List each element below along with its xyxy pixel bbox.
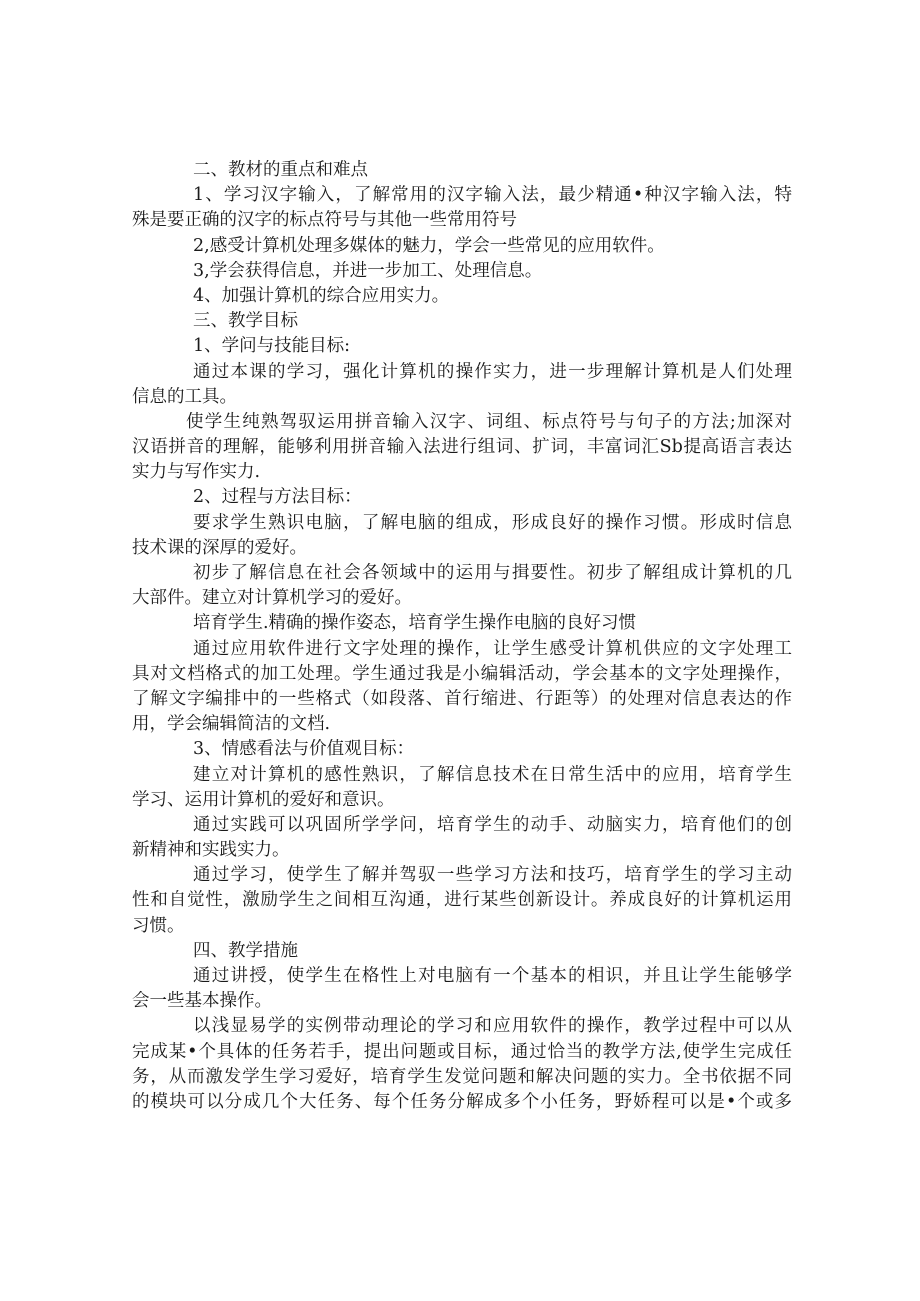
section-heading-teaching-measures: 四、教学措施 — [193, 940, 298, 961]
paragraph-line: 实力与写作实力. — [132, 462, 261, 483]
section-heading-teaching-goals: 三、教学目标 — [193, 311, 298, 332]
paragraph-line: 学习、运用计算机的爱好和意识。 — [132, 789, 395, 810]
paragraph-line: 习惯。 — [132, 915, 185, 936]
paragraph-line: 大部件。建立对计算机学习的爱好。 — [132, 588, 412, 609]
paragraph-line: 要求学生熟识电脑，了解电脑的组成，形成良好的操作习惯。形成时信息 — [193, 512, 792, 533]
paragraph-line: 完成某•个具体的任务若手，提出问题或目标，通过恰当的教学方法,使学生完成任 — [132, 1041, 792, 1062]
paragraph-line: 初步了解信息在社会各领域中的运用与揖要性。初步了解组成计算机的几 — [193, 563, 792, 583]
paragraph-line: 会一些基本操作。 — [132, 991, 272, 1012]
subheading-knowledge-skills: 1、学问与技能目标: — [193, 336, 351, 357]
paragraph-line: 通过学习，使学生了解并驾驭一些学习方法和技巧，培育学生的学习主动 — [193, 865, 792, 886]
paragraph-line: 技术课的深厚的爱好。 — [132, 537, 307, 558]
paragraph-line: 的模块可以分成几个大任务、每个任务分解成多个小任务，野娇程可以是•个或多 — [132, 1091, 792, 1112]
paragraph-line: 用，学会编辑简洁的文档. — [132, 714, 331, 735]
paragraph-line: 以浅显易学的实例带动理论的学习和应用软件的操作，教学过程中可以从 — [193, 1016, 792, 1037]
paragraph-line: 汉语拼音的理解，能够利用拼音输入法进行组词、扩词，丰富词汇Sb提高语言表达 — [132, 437, 792, 458]
paragraph-line: 3,学会获得信息，并进一步加工、处理信息。 — [193, 260, 543, 281]
paragraph-line: 务，从而激发学生学习爱好，培育学生发觉问题和解决问题的实力。全书依据不同 — [132, 1066, 792, 1087]
paragraph-line: 具对文档格式的加工处理。学生通过我是小编辑活动，学会基本的文字处理操作， — [132, 663, 792, 684]
paragraph-line: 新精神和实践实力。 — [132, 840, 290, 861]
paragraph-line: 1、学习汉字输入，了解常用的汉字输入法，最少精通•种汉字输入法，特 — [193, 185, 792, 206]
paragraph-line: 通过本课的学习，强化计算机的操作实力，进一步理解计算机是人们处理 — [193, 361, 792, 382]
paragraph-line: 培育学生.精确的操作姿态，培育学生操作电脑的良好习惯 — [193, 613, 637, 634]
paragraph-line: 通过应用软件进行文字处理的操作，让学生感受计算机供应的文字处理工 — [193, 638, 792, 659]
section-heading-key-points: 二、教材的重点和难点 — [193, 160, 368, 180]
subheading-emotion-values: 3、情感看法与价值观目标： — [193, 739, 415, 760]
paragraph-line: 4、加强计算机的综合应用实力。 — [193, 285, 450, 306]
paragraph-line: 了解文字编排中的一些格式（如段落、首行缩进、行距等）的处理对信息表达的作 — [132, 688, 792, 709]
document-body — [132, 158, 792, 1115]
paragraph-line: 通过实践可以巩固所学学问，培育学生的动手、动脑实力，培育他们的创 — [193, 814, 792, 835]
paragraph-line: 信息的工具。 — [132, 386, 237, 407]
paragraph-line: 殊是要正确的汉字的标点符号与其他一些常用符号 — [132, 210, 517, 231]
paragraph-line: 使学生纯熟驾驭运用拼音输入汉字、词组、标点符号与句子的方法;加深对 — [186, 411, 792, 432]
paragraph-line: 2,感受计算机处理多媒体的魅力，学会一些常见的应用软件。 — [193, 235, 665, 256]
paragraph-line: 通过讲授，使学生在格性上对电脑有一个基本的相识，并且让学生能够学 — [193, 966, 792, 986]
paragraph-line: 建立对计算机的感性熟识，了解信息技术在日常生活中的应用，培育学生 — [193, 764, 792, 785]
subheading-process-methods: 2、过程与方法目标： — [193, 487, 362, 508]
paragraph-line: 性和自觉性，激励学生之间相互沟通，进行某些创新设计。养成良好的计算机运用 — [132, 890, 792, 911]
